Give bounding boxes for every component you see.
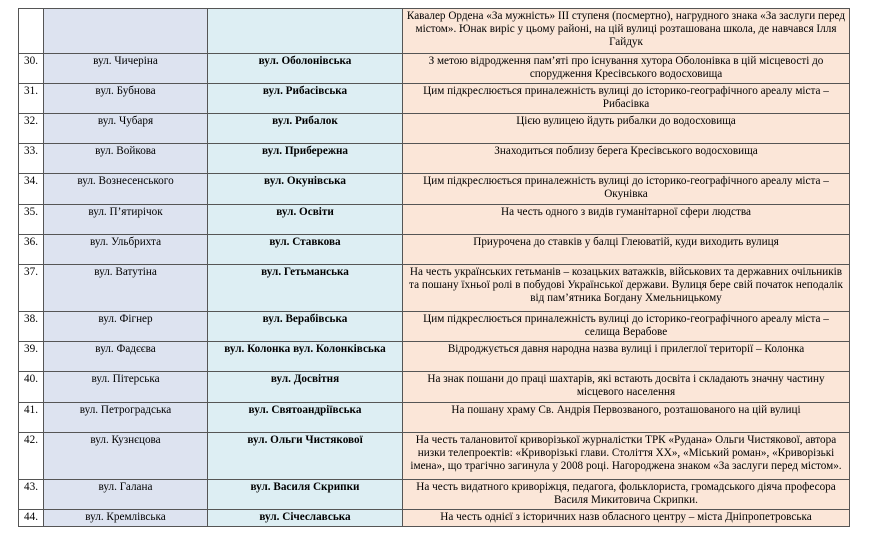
row-number: 31. — [19, 84, 44, 114]
old-street-name: вул. Фадєєва — [44, 342, 208, 372]
table-row — [19, 372, 850, 403]
renaming-reason: Цим підкреслюється приналежність вулиці до історико-географічного ареалу міста – Окунівка — [403, 174, 850, 205]
new-street-name: вул. Окунівська — [208, 174, 403, 205]
renaming-reason: На пошану храму Св. Андрія Первозваного, розташованого на цій вулиці — [403, 403, 850, 433]
old-street-name: вул. Ватутіна — [44, 265, 208, 312]
old-street-name: вул. Вознесенського — [44, 174, 208, 205]
row-number: 42. — [19, 433, 44, 480]
row-number: 39. — [19, 342, 44, 372]
old-street-name: вул. Кремлівська — [44, 510, 208, 527]
renaming-reason: На честь одного з видів гуманітарної сфери людства — [403, 205, 850, 235]
new-street-name: вул. Рибалок — [208, 114, 403, 144]
renaming-reason: Відроджується давня народна назва вулиці і прилеглої території – Колонка — [403, 342, 850, 372]
new-street-name: вул. Прибережна — [208, 144, 403, 174]
renaming-reason: Цією вулицею йдуть рибалки до водосховища — [403, 114, 850, 144]
new-street-name: вул. Колонка вул. Колонківська — [208, 342, 403, 372]
table-row — [19, 54, 850, 84]
new-street-name: вул. Рибасівська — [208, 84, 403, 114]
renaming-reason: На честь видатного криворіжця, педагога, фольклориста, громадського діяча професора Василя Микитовича Скрипки. — [403, 480, 850, 510]
table-row — [19, 510, 850, 527]
renaming-reason: Знаходиться поблизу берега Кресівського водосховища — [403, 144, 850, 174]
row-number: 40. — [19, 372, 44, 403]
old-street-name: вул. Фігнер — [44, 312, 208, 342]
old-street-name: вул. П’ятирічок — [44, 205, 208, 235]
old-street-name: вул. Петроградська — [44, 403, 208, 433]
old-street-name: вул. Пітерська — [44, 372, 208, 403]
old-street-name — [44, 9, 208, 54]
renaming-reason: З метою відродження пам’яті про існування хутора Оболонівка в цій місцевості до спорудження Кресівського водосховища — [403, 54, 850, 84]
renaming-reason: Приурочена до ставків у балці Глеюватій, куди виходить вулиця — [403, 235, 850, 265]
table-row — [19, 342, 850, 372]
old-street-name: вул. Чубаря — [44, 114, 208, 144]
new-street-name: вул. Досвітня — [208, 372, 403, 403]
new-street-name: вул. Василя Скрипки — [208, 480, 403, 510]
table-row — [19, 114, 850, 144]
row-number: 38. — [19, 312, 44, 342]
renaming-reason: На честь українських гетьманів – козацьких ватажків, військових та державних очільників та пошану їхньої ролі в побудові Української держави. Вулиця бере свій початок неподалік від пам’ятника Богдану Хмельницькому — [403, 265, 850, 312]
old-street-name: вул. Войкова — [44, 144, 208, 174]
row-number: 30. — [19, 54, 44, 84]
table-row — [19, 312, 850, 342]
table-row — [19, 9, 850, 54]
old-street-name: вул. Кузнєцова — [44, 433, 208, 480]
row-number: 43. — [19, 480, 44, 510]
renaming-reason: Цим підкреслюється приналежність вулиці до історико-географічного ареалу міста – Рибасівка — [403, 84, 850, 114]
new-street-name: вул. Оболонівська — [208, 54, 403, 84]
table-row — [19, 265, 850, 312]
table-row — [19, 174, 850, 205]
renaming-reason: На знак пошани до праці шахтарів, які встають досвіта і складають значну частину місцевого населення — [403, 372, 850, 403]
old-street-name: вул. Бубнова — [44, 84, 208, 114]
table-row — [19, 84, 850, 114]
new-street-name: вул. Ольги Чистякової — [208, 433, 403, 480]
table-row — [19, 403, 850, 433]
new-street-name: вул. Ставкова — [208, 235, 403, 265]
new-street-name — [208, 9, 403, 54]
table-row — [19, 144, 850, 174]
renaming-reason: Кавалер Ордена «За мужність» ІІІ ступеня (посмертно), нагрудного знака «За заслуги перед містом». Юнак виріс у цьому районі, на цій вулиці розташована школа, де навчався Ілля Гайдук — [403, 9, 850, 54]
new-street-name: вул. Верабівська — [208, 312, 403, 342]
old-street-name: вул. Чичеріна — [44, 54, 208, 84]
row-number: 37. — [19, 265, 44, 312]
renaming-reason: На честь однієї з історичних назв обласного центру – міста Дніпропетровська — [403, 510, 850, 527]
table-row — [19, 480, 850, 510]
old-street-name: вул. Ульбрихта — [44, 235, 208, 265]
table-row — [19, 205, 850, 235]
table-row — [19, 235, 850, 265]
row-number: 36. — [19, 235, 44, 265]
row-number: 34. — [19, 174, 44, 205]
new-street-name: вул. Гетьманська — [208, 265, 403, 312]
new-street-name: вул. Січеславська — [208, 510, 403, 527]
street-renaming-table — [18, 8, 850, 527]
row-number: 41. — [19, 403, 44, 433]
row-number: 44. — [19, 510, 44, 527]
new-street-name: вул. Освіти — [208, 205, 403, 235]
row-number: 32. — [19, 114, 44, 144]
row-number: 33. — [19, 144, 44, 174]
row-number — [19, 9, 44, 54]
table-row — [19, 433, 850, 480]
old-street-name: вул. Галана — [44, 480, 208, 510]
renaming-reason: На честь талановитої криворізької журналістки ТРК «Рудана» Ольги Чистякової, автора низки телепроектів: «Криворізькі глави. Століття ХХ», «Міський роман», «Криворізькі імена», що трагічно загинула у 2008 році. Нагороджена знаком «За заслуги перед містом». — [403, 433, 850, 480]
row-number: 35. — [19, 205, 44, 235]
new-street-name: вул. Святоандріївська — [208, 403, 403, 433]
renaming-reason: Цим підкреслюється приналежність вулиці до історико-географічного ареалу міста – селища Верабове — [403, 312, 850, 342]
